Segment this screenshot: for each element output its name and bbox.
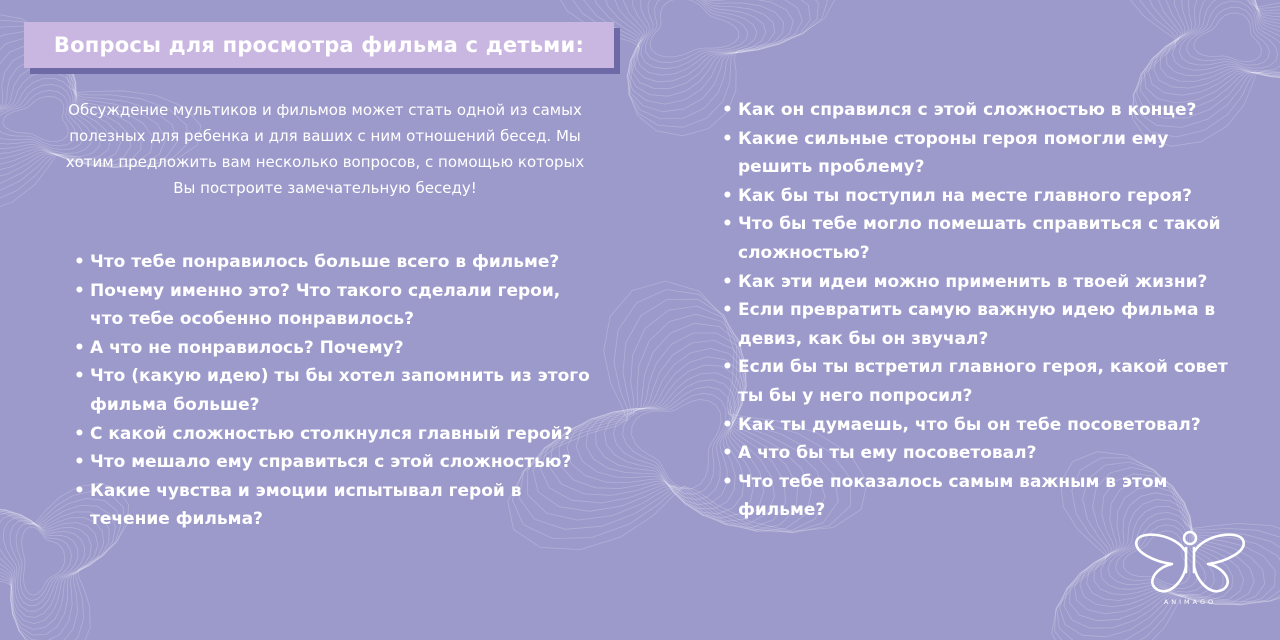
right-question-list bbox=[722, 96, 1242, 525]
animago-logo bbox=[1132, 528, 1248, 610]
butterfly-logo-icon bbox=[1132, 528, 1248, 600]
logo-wordmark: ANIMAGO bbox=[1163, 598, 1217, 606]
question-item: • Что мешало ему справиться с этой сложностью? bbox=[74, 448, 594, 477]
question-item: • Если превратить самую важную идею фильма в девиз, как бы он звучал? bbox=[722, 296, 1242, 353]
question-item: • Почему именно это? Что такого сделали герои, что тебе особенно понравилось? bbox=[74, 277, 594, 334]
question-item: • Какие сильные стороны героя помогли ему решить проблему? bbox=[722, 125, 1242, 182]
question-item: • Как бы ты поступил на месте главного героя? bbox=[722, 182, 1242, 211]
page-title: Вопросы для просмотра фильма с детьми: bbox=[24, 22, 614, 68]
question-item: • Что тебе показалось самым важным в этом фильме? bbox=[722, 468, 1242, 525]
question-item: • Как он справился с этой сложностью в конце? bbox=[722, 96, 1242, 125]
intro-paragraph: Обсуждение мультиков и фильмов может стать одной из самых полезных для ребенка и для ваших с ним отношений бесед. Мы хотим предложить вам несколько вопросов, с помощью которых Вы построите замечательную беседу! bbox=[65, 101, 585, 197]
question-item: • Как ты думаешь, что бы он тебе посоветовал? bbox=[722, 411, 1242, 440]
question-item: • С какой сложностью столкнулся главный герой? bbox=[74, 420, 594, 449]
question-item: • Если бы ты встретил главного героя, какой совет ты бы у него попросил? bbox=[722, 353, 1242, 410]
question-item: • А что не понравилось? Почему? bbox=[74, 334, 594, 363]
question-item: • А что бы ты ему посоветовал? bbox=[722, 439, 1242, 468]
question-item: • Что бы тебе могло помешать справиться с такой сложностью? bbox=[722, 210, 1242, 267]
left-question-list bbox=[74, 248, 594, 534]
title-banner bbox=[24, 22, 614, 68]
question-item: • Какие чувства и эмоции испытывал герой в течение фильма? bbox=[74, 477, 594, 534]
question-item: • Как эти идеи можно применить в твоей жизни? bbox=[722, 268, 1242, 297]
question-item: • Что (какую идею) ты бы хотел запомнить из этого фильма больше? bbox=[74, 362, 594, 419]
question-item: • Что тебе понравилось больше всего в фильме? bbox=[74, 248, 594, 277]
